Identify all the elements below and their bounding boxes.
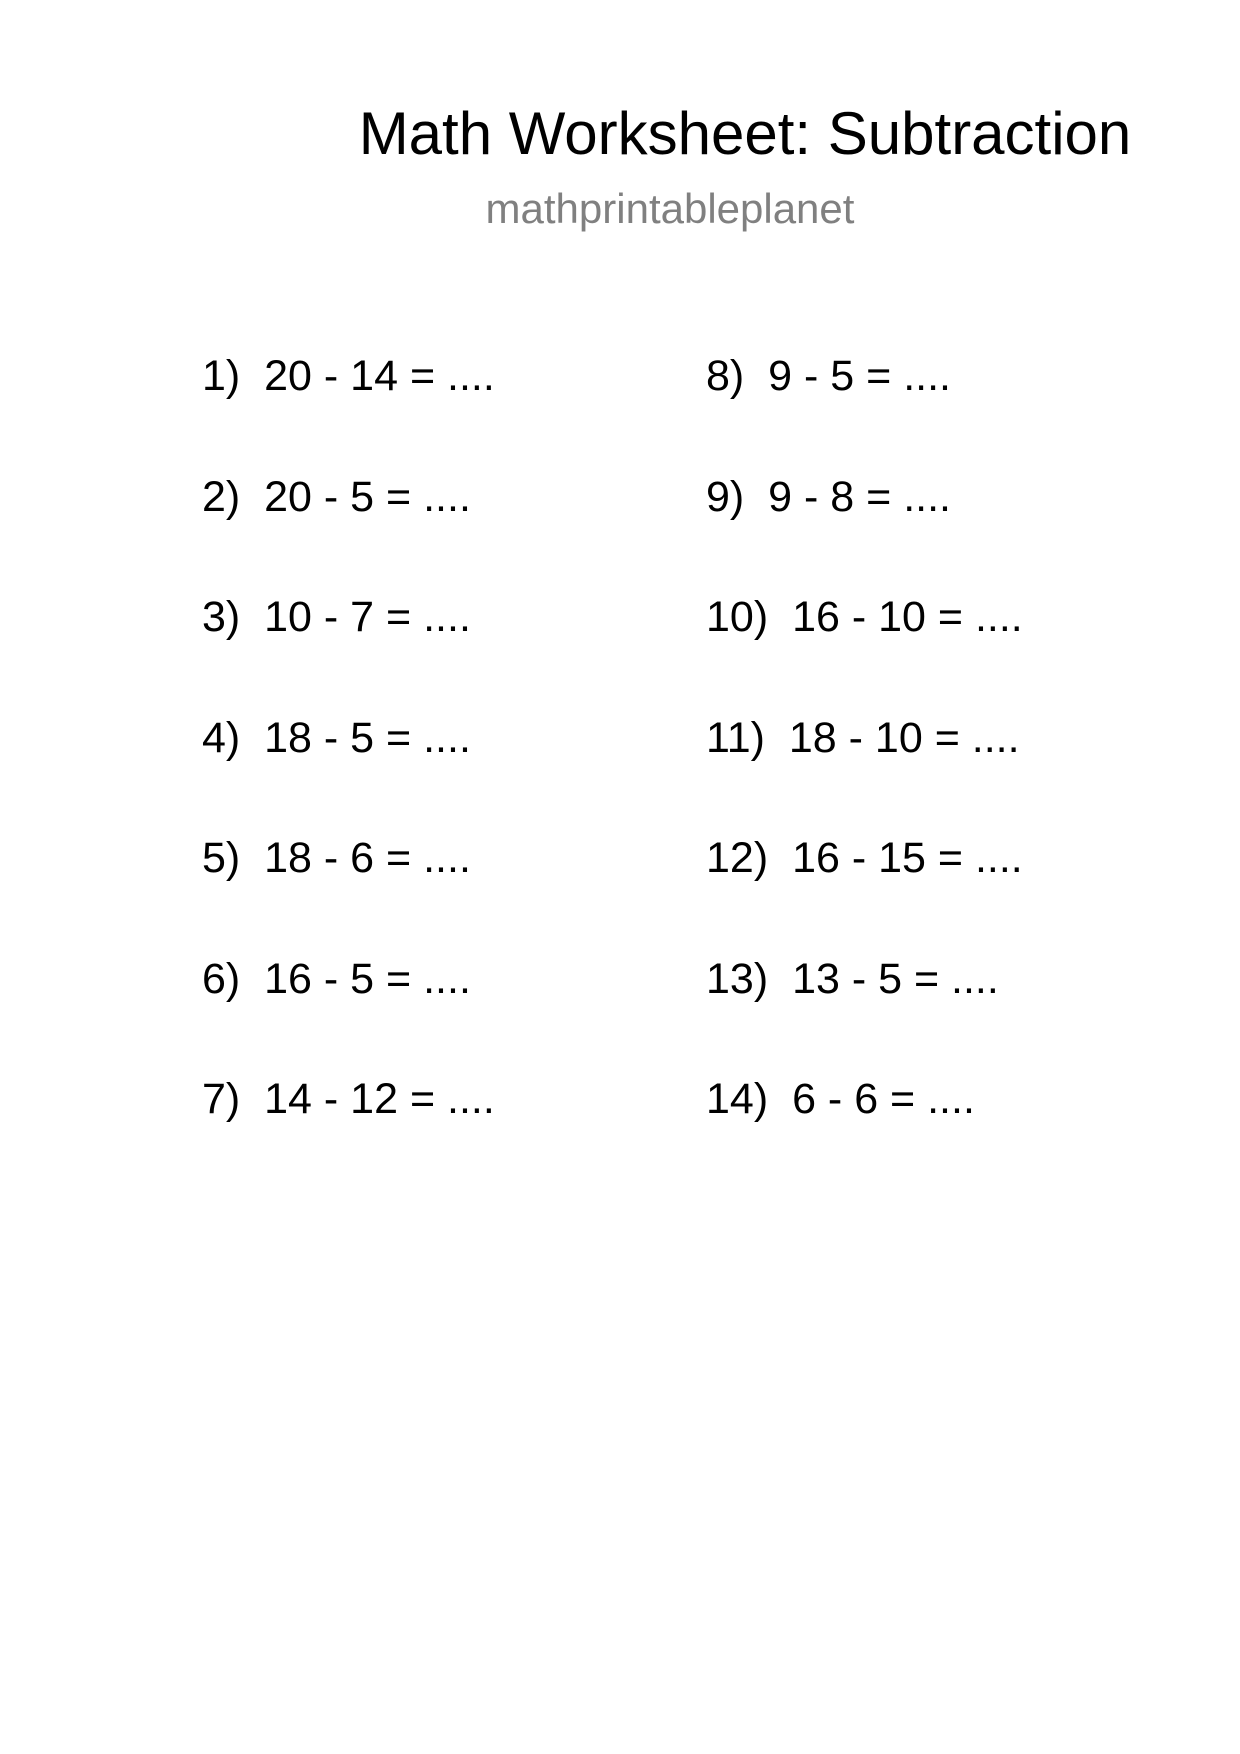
problem-expression: 14 - 12 = .... <box>264 1075 495 1123</box>
problem-number: 7) <box>202 1075 241 1123</box>
problem-number: 3) <box>202 593 241 641</box>
problem-number: 1) <box>202 352 241 400</box>
problem-expression: 18 - 5 = .... <box>264 713 471 762</box>
problem-number: 14) <box>706 1075 769 1123</box>
problem-number: 11) <box>706 713 765 762</box>
problem-expression: 18 - 6 = .... <box>264 834 471 882</box>
problem-item <box>706 591 1023 712</box>
problem-expression: 16 - 5 = .... <box>264 954 471 1003</box>
problem-number: 12) <box>706 834 769 882</box>
problem-expression: 6 - 6 = .... <box>792 1075 975 1123</box>
problem-expression: 10 - 7 = .... <box>264 593 471 641</box>
problem-number: 5) <box>202 834 241 882</box>
problem-item <box>202 591 495 712</box>
problem-number: 8) <box>706 352 745 400</box>
problem-item <box>202 832 495 953</box>
problem-column-right <box>706 350 1023 1194</box>
problem-expression: 16 - 10 = .... <box>792 593 1023 641</box>
problem-expression: 9 - 5 = .... <box>768 352 951 400</box>
problem-item <box>706 350 1023 471</box>
problem-number: 2) <box>202 472 241 521</box>
problem-expression: 20 - 5 = .... <box>264 472 471 521</box>
problem-item <box>202 350 495 471</box>
problem-expression: 18 - 10 = .... <box>788 713 1020 762</box>
problem-number: 9) <box>706 472 745 521</box>
problem-column-left <box>202 350 495 1194</box>
page-title: Math Worksheet: Subtraction <box>358 100 1132 167</box>
problem-item <box>706 471 1023 592</box>
problem-item <box>706 953 1023 1074</box>
problem-item <box>706 712 1023 833</box>
problem-item <box>202 471 495 592</box>
problem-expression: 13 - 5 = .... <box>792 954 999 1003</box>
problem-item <box>202 712 495 833</box>
problem-number: 4) <box>202 713 241 762</box>
problem-expression: 20 - 14 = .... <box>264 352 495 400</box>
problem-number: 6) <box>202 954 241 1003</box>
problem-expression: 16 - 15 = .... <box>792 834 1023 882</box>
problem-expression: 9 - 8 = .... <box>768 472 951 521</box>
problem-item <box>202 953 495 1074</box>
page-subtitle: mathprintableplanet <box>485 185 855 232</box>
problem-number: 13) <box>706 954 769 1003</box>
problem-item <box>202 1073 495 1194</box>
problem-number: 10) <box>706 593 769 641</box>
problem-item <box>706 1073 1023 1194</box>
problem-item <box>706 832 1023 953</box>
